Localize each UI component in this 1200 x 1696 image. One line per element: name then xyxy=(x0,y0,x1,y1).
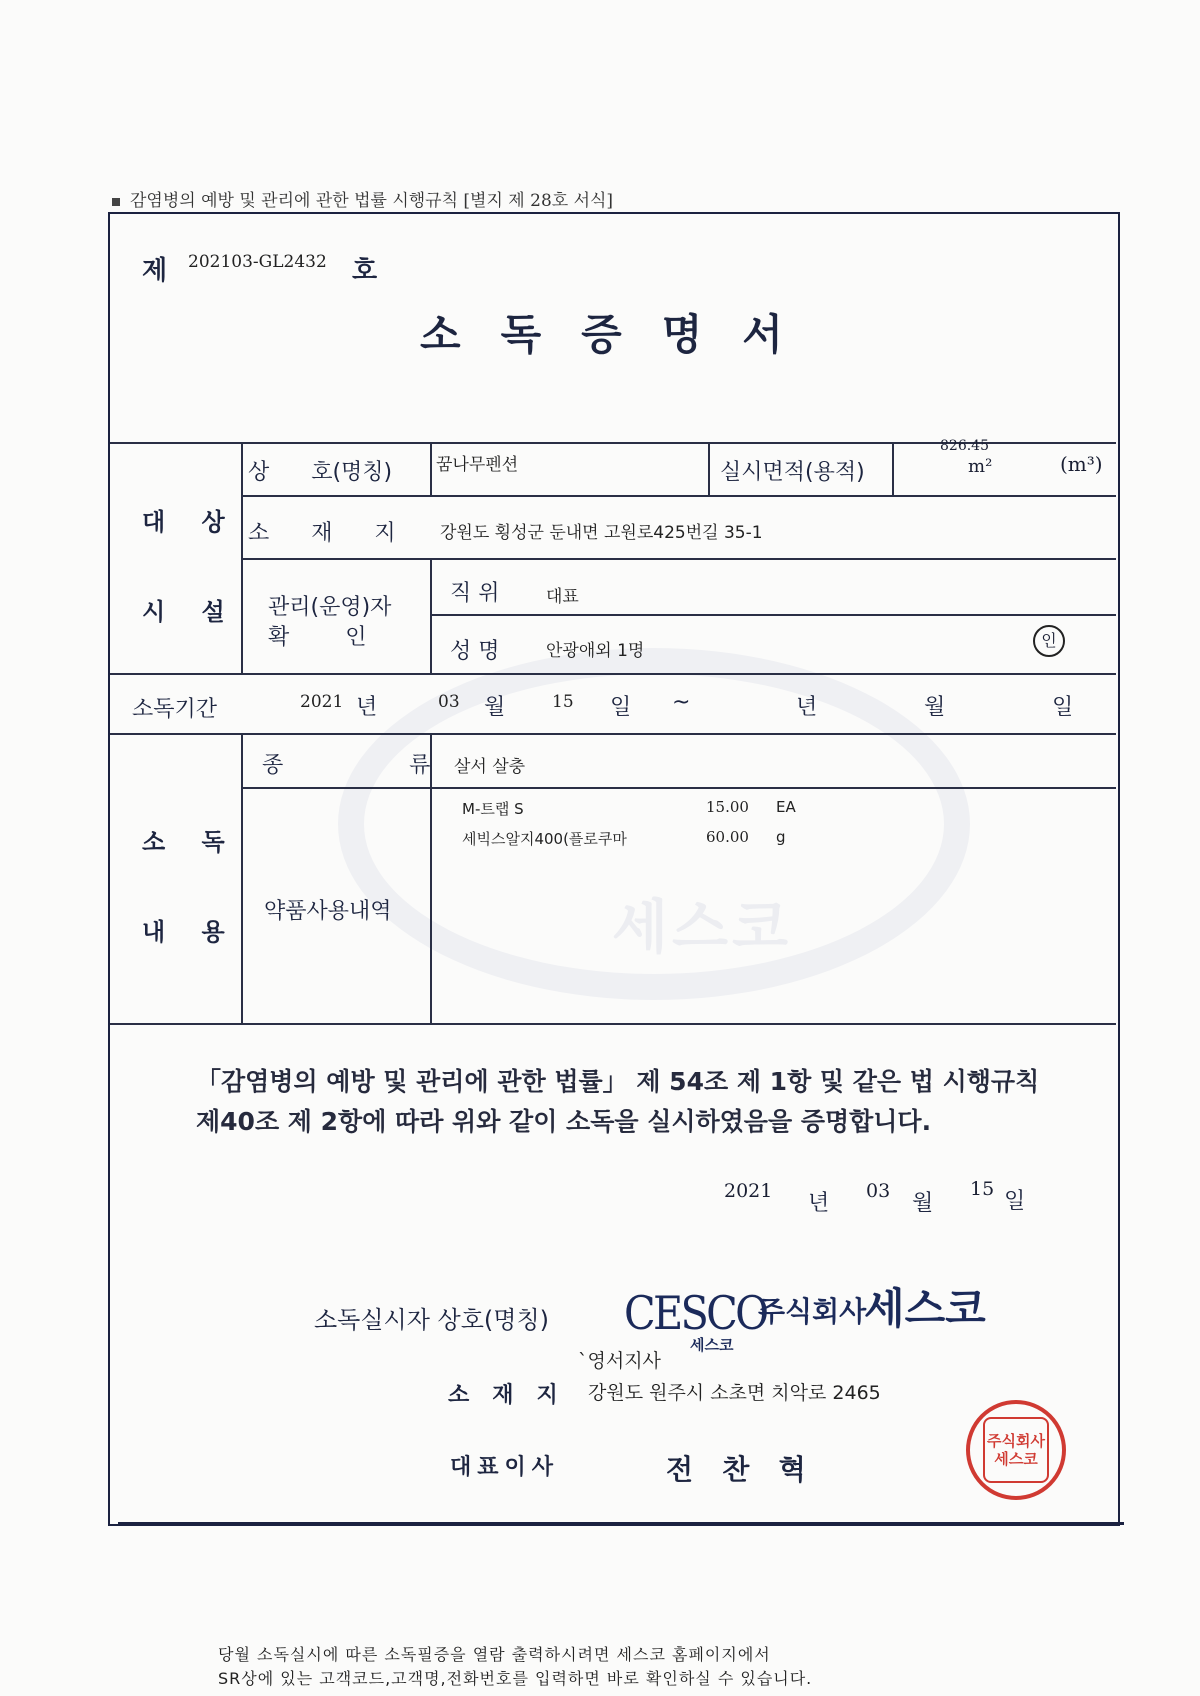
row-line-4 xyxy=(110,673,1116,675)
label-manager: 관리(운영)자 xyxy=(268,595,392,620)
issue-year: 2021 xyxy=(724,1180,773,1202)
bullet-square-icon xyxy=(112,198,120,206)
label-chemicals: 약품사용내역 xyxy=(264,899,392,924)
declaration-line-1: 「감염병의 예방 및 관리에 관한 법률」 제 54조 제 1항 및 같은 법 시행규칙 xyxy=(196,1067,1040,1096)
label-address: 소 재 지 xyxy=(248,521,396,546)
chemical-unit-1: EA xyxy=(776,798,796,816)
company-prefix: 주식회사 xyxy=(758,1295,867,1328)
label-name: 성 명 xyxy=(450,639,500,664)
provider-address: 강원도 원주시 소초면 치악로 2465 xyxy=(588,1382,881,1404)
issue-year-label: 년 xyxy=(808,1191,830,1216)
facility-address: 강원도 횡성군 둔내면 고원로425번길 35-1 xyxy=(440,523,763,543)
seal-mark: 인 xyxy=(1033,625,1065,657)
col-line-4 xyxy=(892,442,894,495)
period-tilde: ~ xyxy=(672,690,691,715)
manager-name: 안광애외 1명 xyxy=(546,641,645,661)
area-unit: (m³) xyxy=(1060,452,1103,476)
cert-number: 202103-GL2432 xyxy=(188,252,327,272)
label-content: 내 용 xyxy=(142,918,239,946)
manager-position: 대표 xyxy=(546,587,579,607)
label-confirm: 확 인 xyxy=(268,625,367,650)
disinfection-kind: 살서 살충 xyxy=(454,757,526,777)
label-disinfect: 소 독 xyxy=(142,828,239,856)
cert-no-prefix: 제 xyxy=(142,256,168,286)
logo-subtext: 세스코 xyxy=(690,1336,734,1354)
label-company-name: 상 호(명칭) xyxy=(248,460,393,485)
label-facility: 시 설 xyxy=(142,598,239,626)
provider-label: 소독실시자 상호(명칭) xyxy=(314,1306,550,1334)
chemical-unit-2: g xyxy=(776,828,786,846)
cert-no-suffix: 호 xyxy=(352,256,378,286)
col-line-1b xyxy=(241,733,243,1023)
issue-month-label: 월 xyxy=(912,1191,934,1216)
table-bottom-line xyxy=(110,1023,1116,1025)
col-line-2b xyxy=(430,558,432,673)
label-target: 대 상 xyxy=(142,508,239,536)
chemical-qty-2: 60.00 xyxy=(706,828,749,846)
chemical-qty-1: 15.00 xyxy=(706,798,749,816)
branch-name: `영서지사 xyxy=(578,1350,661,1372)
period-end-day-label: 일 xyxy=(1052,695,1074,720)
declaration-line-2: 제40조 제 2항에 따라 위와 같이 소독을 실시하였음을 증명합니다. xyxy=(196,1107,932,1136)
cesco-logo: CESCO xyxy=(624,1286,767,1340)
row-line-3 xyxy=(430,614,1116,616)
document-title: 소독증명서 xyxy=(420,310,823,359)
issue-month: 03 xyxy=(866,1180,891,1202)
ceo-label: 대표이사 xyxy=(450,1455,560,1480)
form-reference-text: 감염병의 예방 및 관리에 관한 법률 시행규칙 [별지 제 28호 서식] xyxy=(130,191,614,211)
period-start-month: 03 xyxy=(438,692,460,712)
period-month-label: 월 xyxy=(484,695,506,720)
company-name: 세스코 xyxy=(864,1284,986,1333)
period-end-year-label: 년 xyxy=(796,695,818,720)
frame-shadow-line xyxy=(118,1522,1124,1525)
chemical-name-1: M-트랩 S xyxy=(462,800,524,818)
label-area: 실시면적(용적) xyxy=(720,460,865,485)
label-period: 소독기간 xyxy=(132,697,218,722)
watermark-text: 세스코 xyxy=(612,893,793,961)
ceo-name: 전 찬 혁 xyxy=(666,1453,806,1486)
issue-day: 15 xyxy=(970,1178,995,1200)
form-reference-note xyxy=(112,186,613,211)
col-line-1a xyxy=(241,442,243,673)
company-seal-inner: 주식회사세스코 xyxy=(983,1417,1049,1483)
label-kind: 종 류 xyxy=(262,753,431,778)
col-line-3 xyxy=(708,442,710,495)
area-unit-main: m² xyxy=(968,456,993,477)
company-seal xyxy=(966,1400,1066,1500)
issue-day-label: 일 xyxy=(1004,1189,1026,1214)
chemical-name-2: 세빅스알지400(플로쿠마 xyxy=(462,830,627,848)
period-day-label: 일 xyxy=(610,695,632,720)
period-start-day: 15 xyxy=(552,692,574,712)
row-line-1 xyxy=(241,495,1116,497)
footer-line-1: 당월 소독실시에 따른 소독필증을 열람 출력하시려면 세스코 홈페이지에서 xyxy=(218,1645,771,1664)
period-start-year: 2021 xyxy=(300,692,344,712)
provider-address-label: 소 재 지 xyxy=(448,1383,558,1408)
footer-line-2: SR상에 있는 고객코드,고객명,전화번호를 입력하면 바로 확인하실 수 있습니다. xyxy=(218,1669,813,1688)
row-line-2 xyxy=(241,558,1116,560)
area-value: 826.45 xyxy=(940,438,989,454)
facility-name: 꿈나무펜션 xyxy=(436,455,519,475)
col-line-2a xyxy=(430,442,432,495)
period-year-label: 년 xyxy=(356,695,378,720)
label-position: 직 위 xyxy=(450,581,500,606)
row-line-6 xyxy=(241,787,1116,789)
row-line-5 xyxy=(110,733,1116,735)
period-end-month-label: 월 xyxy=(924,695,946,720)
